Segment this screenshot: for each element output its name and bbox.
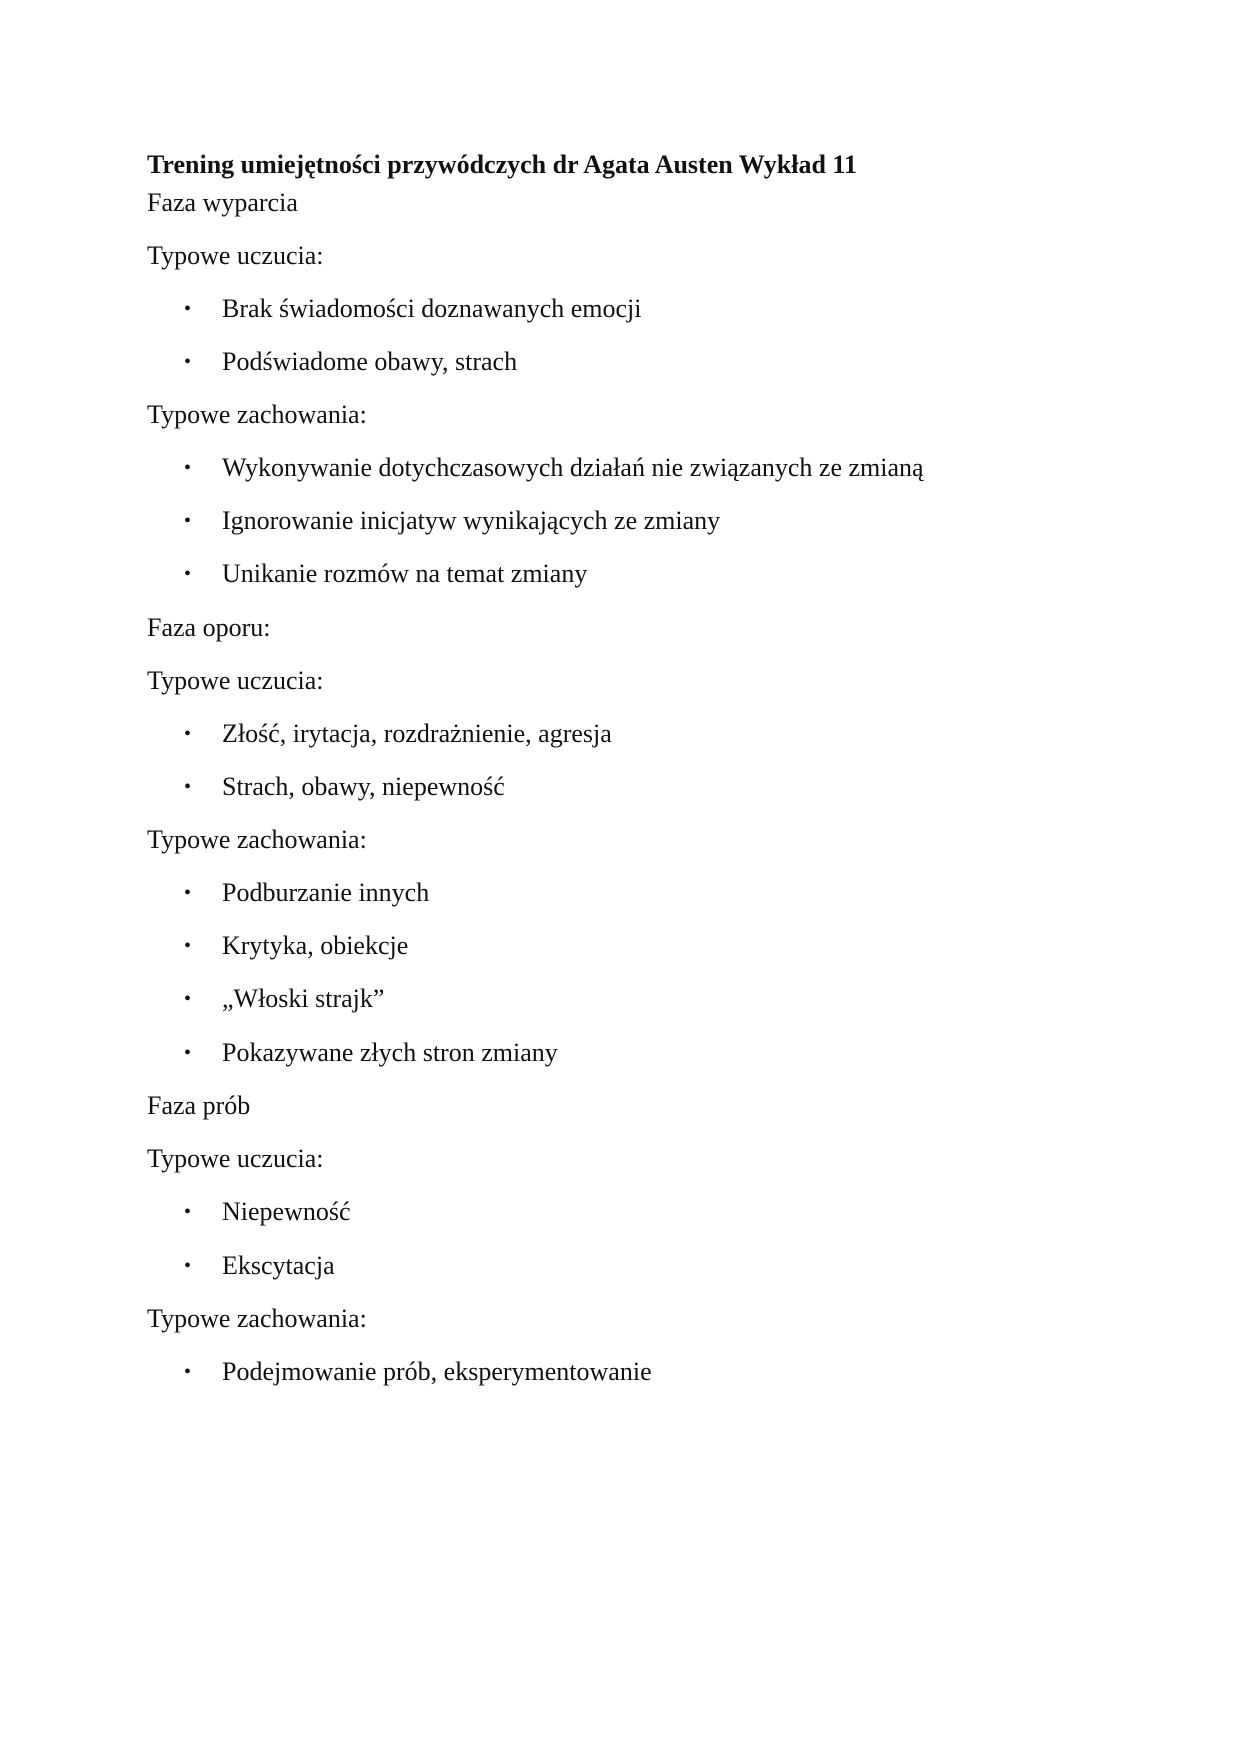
- document-title: Trening umiejętności przywódczych dr Agata Austen Wykład 11: [147, 150, 857, 179]
- list-item: Wykonywanie dotychczasowych działań nie związanych ze zmianą: [222, 453, 924, 482]
- phase-heading: Faza prób: [147, 1091, 251, 1120]
- bullet-marker: •: [184, 457, 192, 479]
- list-item: Podejmowanie prób, eksperymentowanie: [222, 1357, 652, 1386]
- bullet-marker: •: [184, 1255, 192, 1277]
- bullet-marker: •: [184, 298, 192, 320]
- list-item: Podświadome obawy, strach: [222, 347, 518, 376]
- phase-heading: Faza oporu:: [147, 613, 271, 642]
- feelings-heading: Typowe uczucia:: [147, 241, 324, 270]
- bullet-marker: •: [184, 882, 192, 904]
- phase-heading: Faza wyparcia: [147, 188, 298, 217]
- list-item: Krytyka, obiekcje: [222, 931, 409, 960]
- bullet-marker: •: [184, 988, 192, 1010]
- list-item: Ignorowanie inicjatyw wynikających ze zmiany: [222, 506, 721, 535]
- list-item: „Włoski strajk”: [222, 984, 385, 1013]
- bullet-marker: •: [184, 723, 192, 745]
- bullet-marker: •: [184, 776, 192, 798]
- behaviors-heading: Typowe zachowania:: [147, 400, 367, 429]
- list-item: Unikanie rozmów na temat zmiany: [222, 559, 588, 588]
- bullet-marker: •: [184, 935, 192, 957]
- bullet-marker: •: [184, 351, 192, 373]
- feelings-heading: Typowe uczucia:: [147, 666, 324, 695]
- list-item: Złość, irytacja, rozdrażnienie, agresja: [222, 719, 612, 748]
- list-item: Strach, obawy, niepewność: [222, 772, 505, 801]
- list-item: Podburzanie innych: [222, 878, 430, 907]
- bullet-marker: •: [184, 1042, 192, 1064]
- feelings-heading: Typowe uczucia:: [147, 1144, 324, 1173]
- bullet-marker: •: [184, 563, 192, 585]
- behaviors-heading: Typowe zachowania:: [147, 825, 367, 854]
- bullet-marker: •: [184, 1201, 192, 1223]
- bullet-marker: •: [184, 510, 192, 532]
- list-item: Niepewność: [222, 1197, 351, 1226]
- behaviors-heading: Typowe zachowania:: [147, 1304, 367, 1333]
- list-item: Ekscytacja: [222, 1251, 335, 1280]
- list-item: Pokazywane złych stron zmiany: [222, 1038, 558, 1067]
- bullet-marker: •: [184, 1361, 192, 1383]
- list-item: Brak świadomości doznawanych emocji: [222, 294, 642, 323]
